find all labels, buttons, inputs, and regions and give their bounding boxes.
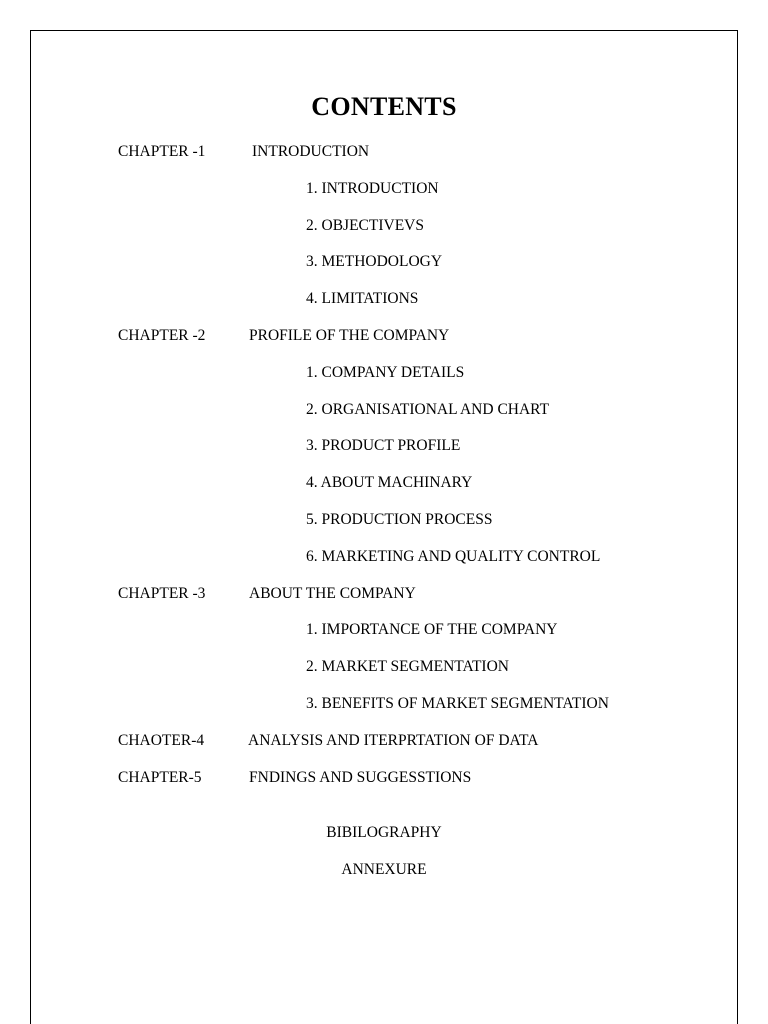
chapter-1-item-1: 1. INTRODUCTION <box>306 180 439 197</box>
annexure-entry: ANNEXURE <box>341 861 427 878</box>
chapter-2-title: PROFILE OF THE COMPANY <box>249 327 450 344</box>
chapter-1-item-3: 3. METHODOLOGY <box>306 253 443 270</box>
chapter-2-item-2: 2. ORGANISATIONAL AND CHART <box>306 401 550 418</box>
chapter-3-item-2: 2. MARKET SEGMENTATION <box>306 658 509 675</box>
contents-heading: CONTENTS <box>311 92 457 121</box>
chapter-2-item-1: 1. COMPANY DETAILS <box>306 364 465 381</box>
chapter-4-label: CHAOTER-4 <box>118 732 205 749</box>
chapter-2-item-5: 5. PRODUCTION PROCESS <box>306 511 493 528</box>
chapter-3-item-3: 3. BENEFITS OF MARKET SEGMENTATION <box>306 695 609 712</box>
chapter-4-title: ANALYSIS AND ITERPRTATION OF DATA <box>248 732 539 749</box>
chapter-3-label: CHAPTER -3 <box>118 585 206 602</box>
chapter-5-title: FNDINGS AND SUGGESSTIONS <box>249 769 472 786</box>
chapter-1-item-4: 4. LIMITATIONS <box>306 290 419 307</box>
chapter-2-item-4: 4. ABOUT MACHINARY <box>306 474 473 491</box>
chapter-1-label: CHAPTER -1 <box>118 143 206 160</box>
chapter-1-item-2: 2. OBJECTIVEVS <box>306 217 424 234</box>
chapter-5-label: CHAPTER-5 <box>118 769 202 786</box>
chapter-1-title: INTRODUCTION <box>252 143 370 160</box>
bibliography-entry: BIBILOGRAPHY <box>326 824 442 841</box>
chapter-3-title: ABOUT THE COMPANY <box>249 585 416 602</box>
chapter-2-label: CHAPTER -2 <box>118 327 206 344</box>
chapter-2-item-3: 3. PRODUCT PROFILE <box>306 437 461 454</box>
chapter-3-item-1: 1. IMPORTANCE OF THE COMPANY <box>306 621 558 638</box>
chapter-2-item-6: 6. MARKETING AND QUALITY CONTROL <box>306 548 601 565</box>
